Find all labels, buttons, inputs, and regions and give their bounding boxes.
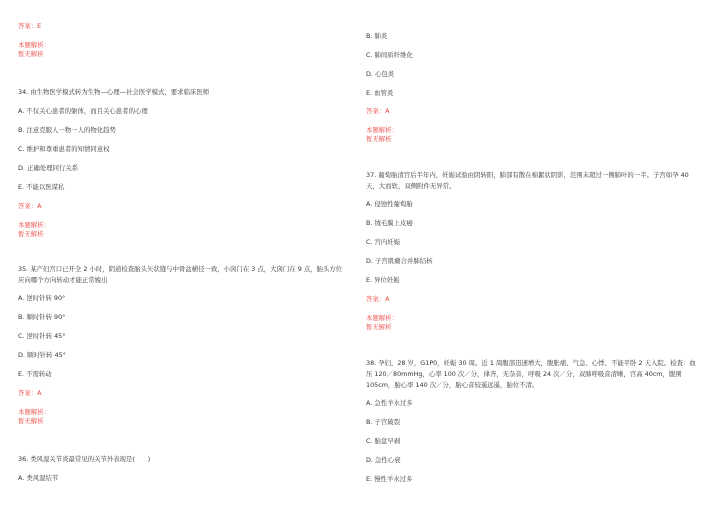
q35-option-a: A. 逆时针转 90°	[18, 294, 66, 302]
q36-option-a: A. 类风湿结节	[18, 474, 59, 482]
q37-option-c: C. 宫内妊娠	[366, 238, 401, 246]
q35-option-e: E. 不需转动	[18, 370, 52, 378]
q34-option-a: A. 不仅关心患者的躯体，而且关心患者的心理	[18, 107, 148, 115]
q37-analysis-text: 暂无解析	[366, 323, 392, 331]
q36-option-b: B. 肺炎	[366, 32, 388, 40]
q34-option-c: C. 维护和尊重患者的知情同意权	[18, 145, 110, 153]
q36-analysis-text: 暂无解析	[366, 135, 392, 143]
q36-option-d: D. 心包炎	[366, 70, 395, 78]
q35-option-d: D. 顺时针转 45°	[18, 351, 66, 359]
q35-analysis-text: 暂无解析	[18, 417, 44, 425]
q36-question: 36. 类风湿关节炎最常见的关节外表现是( )	[18, 455, 151, 463]
q37-question: 37. 葡萄胎清宫后半年内，妊娠试验由阴转阳，肺部有散在棉絮状阴影，范围未超过一侧肺叶的一半。子宫如孕 40 天，大而软，双侧附件无异常。	[366, 171, 689, 190]
q37-analysis-title: 本题解析：	[366, 314, 398, 322]
q35-analysis-title: 本题解析：	[18, 408, 50, 416]
q35-option-c: C. 逆时针转 45°	[18, 332, 66, 340]
q33-answer: 答案：E	[18, 22, 42, 30]
q33-analysis-title: 本题解析：	[18, 41, 50, 49]
q36-option-e: E. 血管炎	[366, 89, 394, 97]
q34-option-d: D. 正确处理同行关系	[18, 164, 79, 172]
q37-answer: 答案：A	[366, 295, 390, 303]
q36-analysis-title: 本题解析：	[366, 126, 398, 134]
q34-option-b: B. 注意克服人一物一人的物化趋势	[18, 126, 116, 134]
q34-option-e: E. 不能以医谋私	[18, 183, 65, 191]
q35-answer: 答案：A	[18, 389, 42, 397]
q36-answer: 答案：A	[366, 107, 390, 115]
q38-option-a: A. 急性羊水过多	[366, 399, 413, 407]
q38-question: 38. 孕妇，28 岁，G1P0，妊娠 30 周。近 1 周腹部迅速增大，腹胀痛、气急、心悸、不能平卧 2 天入院。检查：血压 120／80mmHg，心率 100 次／分，律齐，无杂音，呼吸 24 次／分，双肺呼吸音清晰，宫高 40cm，腹围 105cm，胎心率 140 次／分，胎心音较遥远遥，胎位不清。	[366, 359, 696, 389]
q36-option-c: C. 肺间质纤维化	[366, 51, 413, 59]
q38-option-b: B. 子宫破裂	[366, 418, 401, 426]
q38-option-c: C. 胎盘早剥	[366, 437, 401, 445]
q34-analysis-text: 暂无解析	[18, 230, 44, 238]
q37-option-b: B. 绒毛膜上皮癌	[366, 219, 413, 227]
q35-question: 35. 某产妇宫口已开全 2 小时，阴道检查胎头矢状缝与中骨盆横径一致，小囟门在 3 点，大囟门在 9 点，胎头方位应向哪个方向转动才能正常娩出	[18, 265, 343, 284]
q34-question: 34. 由生物医学模式转为生物—心理—社会医学模式，要求临床医师	[18, 88, 210, 96]
q35-option-b: B. 顺时针转 90°	[18, 313, 66, 321]
q34-answer: 答案：A	[18, 202, 42, 210]
q37-option-d: D. 子宫肌瘤合并肺结核	[366, 257, 433, 265]
q33-analysis-text: 暂无解析	[18, 50, 44, 58]
q38-option-e: E. 慢性羊水过多	[366, 475, 413, 483]
q37-option-e: E. 异位妊娠	[366, 276, 400, 284]
q38-option-d: D. 急性心衰	[366, 456, 401, 464]
q37-option-a: A. 侵蚀性葡萄胎	[366, 200, 413, 208]
q34-analysis-title: 本题解析：	[18, 221, 50, 229]
